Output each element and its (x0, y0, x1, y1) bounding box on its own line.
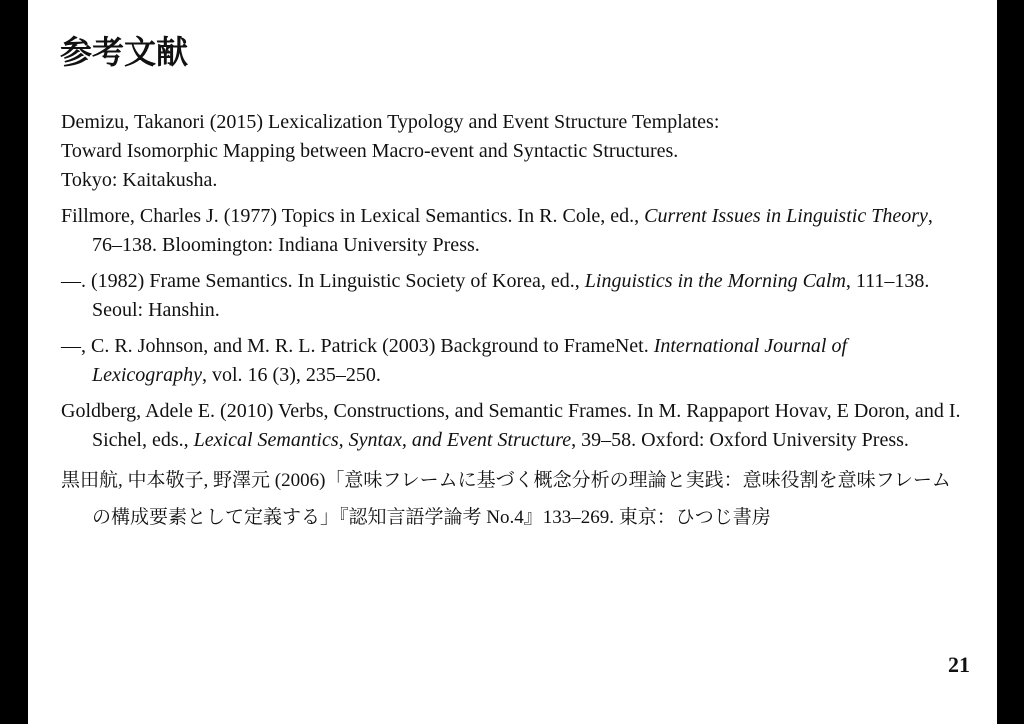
reference-line: Toward Isomorphic Mapping between Macro-event and Syntactic Structures. (61, 140, 679, 162)
reference-text: —, C. R. Johnson, and M. R. L. Patrick (2003) Background to FrameNet. (61, 335, 654, 357)
reference-text: Fillmore, Charles J. (1977) Topics in Lexical Semantics. In R. Cole, ed., (61, 205, 645, 227)
reference-title: Linguistics in the Morning Calm (584, 270, 846, 292)
reference-line: Tokyo: Kaitakusha. (61, 169, 218, 191)
reference-demizu-2015 (61, 108, 966, 195)
reference-title: Lexical Semantics, Syntax, and Event Structure (193, 429, 572, 451)
reference-goldberg-2010 (61, 397, 966, 455)
reference-text: Goldberg, Adele E. (2010) Verbs, Constructions, and Semantic Frames. In M. Rappaport Hovav, E Doron, and I. Sichel, eds., (61, 400, 961, 451)
slide (28, 0, 997, 724)
reference-text: , 111–138. Seoul: Hanshin. (92, 270, 930, 321)
reference-text: , 76–138. Bloomington: Indiana University Press. (92, 205, 933, 256)
reference-kuroda-2006: 黒田航, 中本敬子, 野澤元 (2006)「意味フレームに基づく概念分析の理論と実践：意味役割を意味フレームの構成要素として定義する」『認知言語学論考 No.4』133–269. 東京：ひつじ書房 (61, 470, 951, 528)
reference-line: Demizu, Takanori (2015) Lexicalization Typology and Event Structure Templates: (61, 111, 720, 133)
page-number: 21 (948, 652, 970, 677)
reference-fillmore-2003 (61, 332, 966, 390)
reference-text: , 39–58. Oxford: Oxford University Press. (571, 429, 909, 451)
reference-text: , vol. 16 (3), 235–250. (201, 364, 381, 386)
page-title: 参考文献 (60, 33, 189, 71)
reference-text: —. (1982) Frame Semantics. In Linguistic Society of Korea, ed., (61, 270, 585, 292)
reference-list (61, 108, 966, 543)
reference-title: International Journal of Lexicography (92, 335, 848, 386)
reference-fillmore-1982 (61, 267, 966, 325)
reference-fillmore-1977 (61, 202, 966, 260)
reference-title: Current Issues in Linguistic Theory (644, 205, 928, 227)
